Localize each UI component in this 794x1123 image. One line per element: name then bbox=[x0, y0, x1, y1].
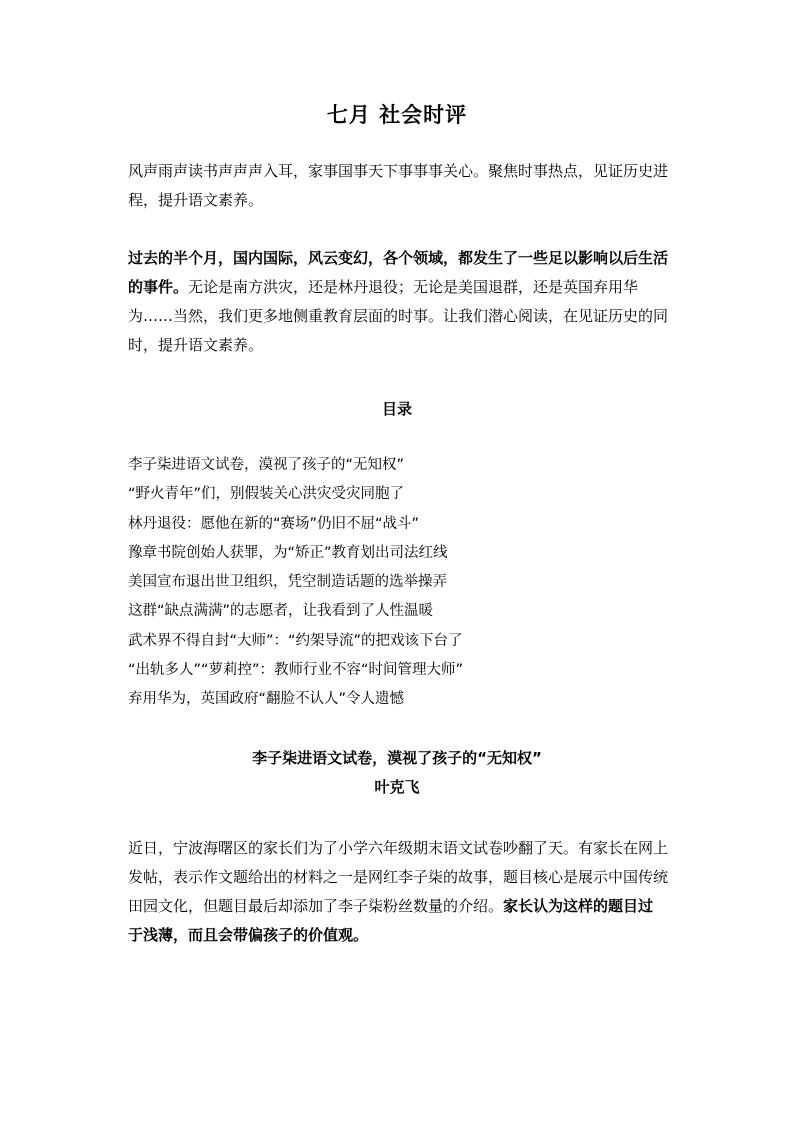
overview-bold-text: 过去的半个月，国内国际，风云变幻，各个领域，都发生了一些足以影响以后生活的事件。 bbox=[128, 249, 669, 296]
article-author: 叶克飞 bbox=[374, 778, 420, 796]
toc-item: “野火青年”们，别假装关心洪灾受灾同胞了 bbox=[128, 486, 405, 503]
toc-item: 美国宣布退出世卫组织，凭空制造话题的选举操弄 bbox=[128, 574, 447, 591]
overview-paragraph bbox=[128, 244, 668, 360]
toc-item: 这群“缺点满满”的志愿者，让我看到了人性温暖 bbox=[128, 603, 434, 620]
article-body-paragraph bbox=[128, 834, 668, 950]
intro-paragraph: 风声雨声读书声声声入耳，家事国事天下事事事关心。聚焦时事热点，见证历史进程，提升语文素养。 bbox=[128, 162, 669, 209]
overview-text: 无论是南方洪灾，还是林丹退役；无论是美国退群，还是英国弃用华为……当然，我们更多地侧重教育层面的时事。让我们潜心阅读，在见证历史的同时，提升语文素养。 bbox=[128, 278, 669, 354]
toc-heading: 目录 bbox=[381, 400, 412, 418]
document-title: 七月 社会时评 bbox=[326, 103, 468, 127]
toc-item: 林丹退役：愿他在新的“赛场”仍旧不屈“战斗” bbox=[128, 515, 420, 532]
article-body-bold-text: 家长认为这样的题目过于浅薄，而且会带偏孩子的价值观。 bbox=[128, 897, 654, 944]
toc-item: 武术界不得自封“大师”：“约架导流”的把戏该下台了 bbox=[128, 632, 463, 649]
article-body-text: 近日，宁波海曙区的家长们为了小学六年级期末语文试卷吵翻了天。有家长在网上发帖，表示作文题给出的材料之一是网红李子柒的故事，题目核心是展示中国传统田园文化，但题目最后却添加了李子柒粉丝数量的介绍。 bbox=[128, 839, 669, 915]
article-title: 李子柒进语文试卷，漠视了孩子的“无知权” bbox=[252, 749, 542, 767]
table-of-contents bbox=[128, 451, 688, 715]
toc-item: “出轨多人”“萝莉控”：教师行业不容“时间管理大师” bbox=[128, 662, 464, 679]
toc-item: 李子柒进语文试卷，漠视了孩子的“无知权” bbox=[128, 457, 405, 473]
toc-item: 弃用华为，英国政府“翻脸不认人”令人遗憾 bbox=[128, 691, 405, 708]
toc-item: 豫章书院创始人获罪，为“矫正”教育划出司法红线 bbox=[128, 544, 448, 561]
